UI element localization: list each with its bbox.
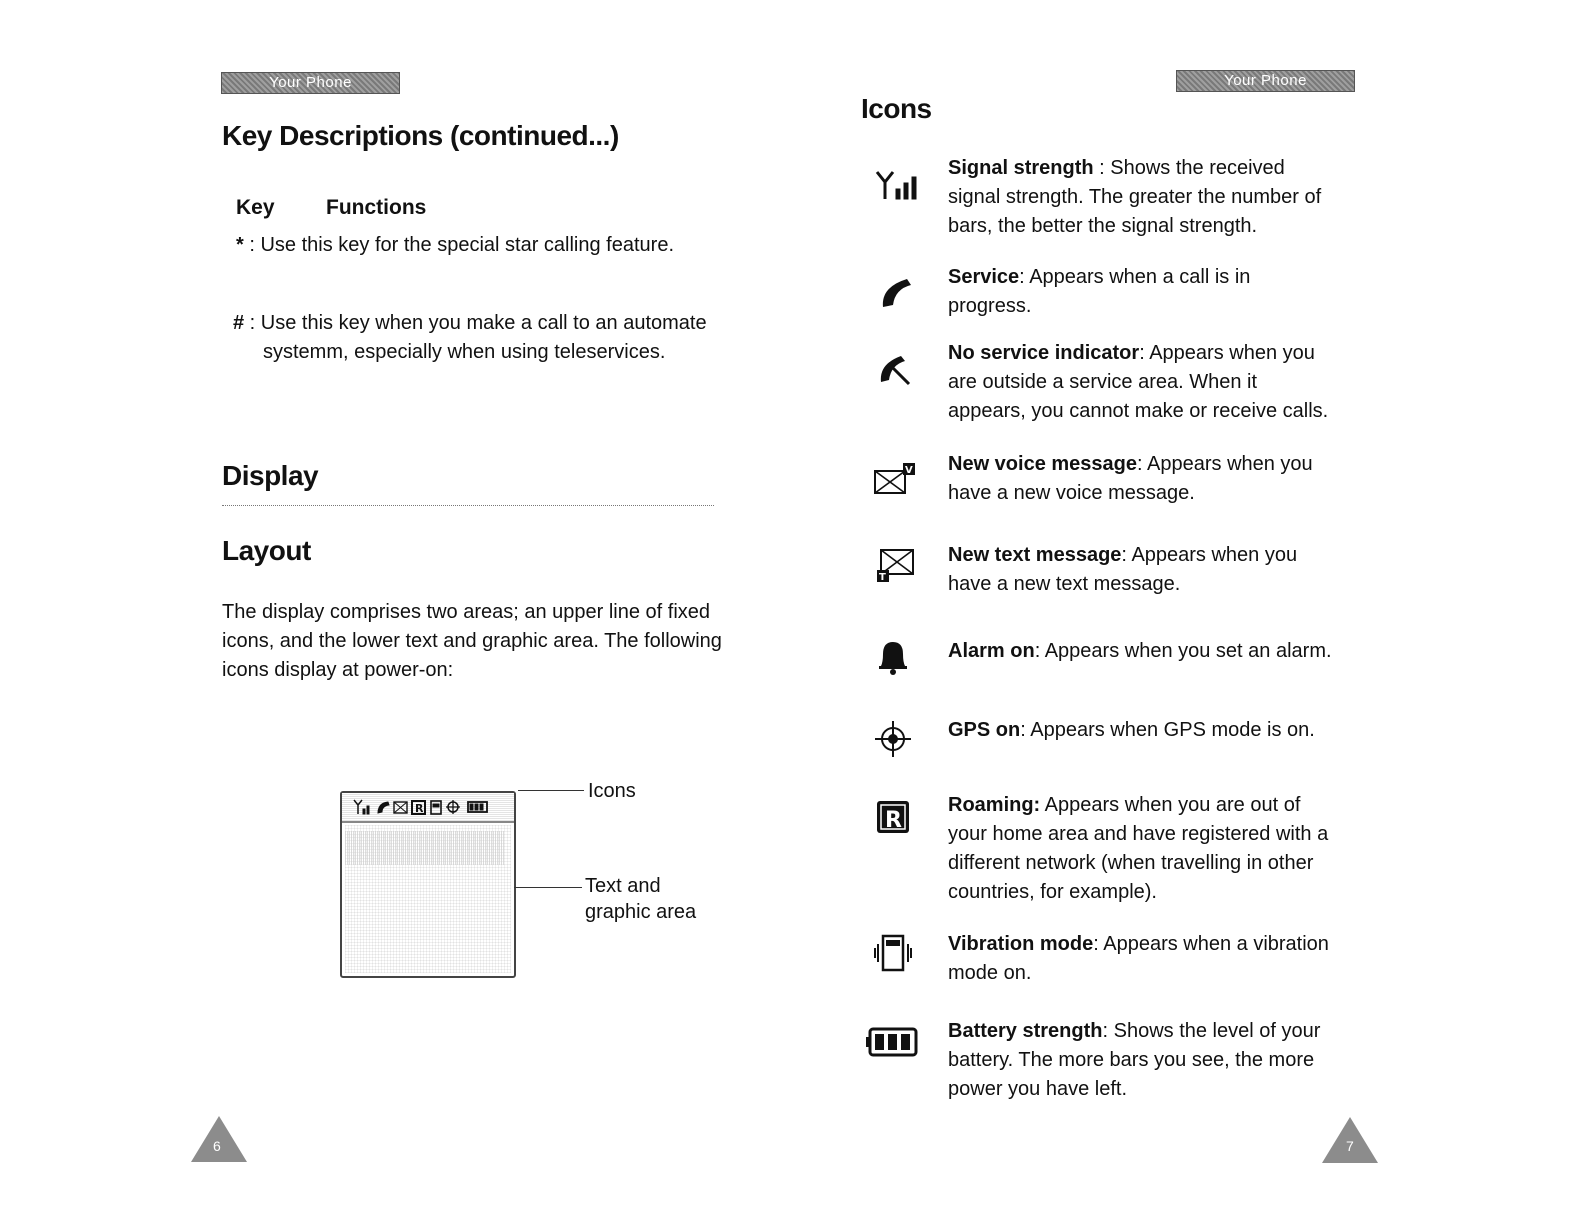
signal-icon xyxy=(867,165,927,205)
icon-description-battery: Battery strength: Shows the level of your battery. The more bars you see, the more power you have left. xyxy=(948,1020,1321,1100)
icon-text: Shows the level of your battery. The more bars you see, the more power you have left. xyxy=(948,1020,1321,1100)
section-heading-display: Display xyxy=(222,460,319,491)
icon-description-roaming xyxy=(948,791,1338,907)
icon-strip-glyphs xyxy=(352,797,512,817)
page-number: 7 xyxy=(1346,1138,1354,1154)
right-page xyxy=(789,0,1578,1221)
icon-text: Appears when you are out of your home area and have registered with a different network (when travelling in other countries, for example). xyxy=(948,794,1329,903)
text-graphic-area xyxy=(345,825,511,973)
key-separator: : xyxy=(243,234,261,256)
battery-icon xyxy=(861,1022,921,1062)
header-tag: Your Phone xyxy=(221,72,400,94)
icon-name: Vibration mode xyxy=(948,933,1094,955)
icon-name: Battery strength xyxy=(948,1020,1103,1042)
column-header-functions: Functions xyxy=(326,196,427,219)
header-tag: Your Phone xyxy=(1176,70,1355,92)
icon-description-voice-message: New voice message: Appears when you have a new voice message. xyxy=(948,453,1313,504)
layout-paragraph: The display comprises two areas; an upper line of fixed icons, and the lower text and graphic area. The following icons display at power-on: xyxy=(222,601,722,681)
icon-name: No service indicator xyxy=(948,342,1140,364)
icon-name: New text message xyxy=(948,544,1122,566)
icon-name: Alarm on xyxy=(948,640,1035,662)
key-star-description xyxy=(236,231,674,260)
key-separator: : xyxy=(244,312,261,334)
icon-description-service: Service: Appears when a call is in progress. xyxy=(948,266,1251,317)
leader-line-text xyxy=(514,887,582,888)
icon-text: Appears when you are outside a service area. When it appears, you cannot make or receive calls. xyxy=(948,342,1329,422)
icon-description-alarm: Alarm on: Appears when you set an alarm. xyxy=(948,640,1332,662)
vibration-icon xyxy=(863,934,923,974)
column-header-key: Key xyxy=(236,196,275,219)
icon-name: GPS on xyxy=(948,719,1021,741)
page-title: Key Descriptions (continued...) xyxy=(222,120,619,151)
icon-text: Appears when you have a new text message. xyxy=(948,544,1298,595)
no-service-icon xyxy=(865,350,925,390)
key-symbol: # xyxy=(233,312,245,334)
display-diagram xyxy=(340,791,516,978)
icon-name: Roaming: xyxy=(948,794,1041,816)
icon-description-text-message: New text message: Appears when you have a new text message. xyxy=(948,544,1298,595)
icon-description-no-service: No service indicator: Appears when you are outside a service area. When it appears, you cannot make or receive calls. xyxy=(948,342,1329,422)
leader-line-icons xyxy=(518,790,584,791)
icon-description-vibration: Vibration mode: Appears when a vibration mode on. xyxy=(948,933,1329,984)
icon-strip xyxy=(342,793,514,823)
diagram-label-text-area: Text and graphic area xyxy=(585,875,697,923)
icon-description-signal: Signal strength : Shows the received signal strength. The greater the number of bars, the better the signal strength. xyxy=(948,157,1322,237)
text-message-icon xyxy=(865,546,925,586)
divider xyxy=(222,505,714,506)
page-number: 6 xyxy=(213,1138,221,1154)
page-title: Icons xyxy=(861,93,932,124)
svg-text:R: R xyxy=(415,802,426,815)
icon-text: Shows the received signal strength. The greater the number of bars, the better the signal strength. xyxy=(948,157,1322,237)
key-text-continued: systemm, especially when using teleservices. xyxy=(263,341,666,363)
key-hash-description xyxy=(233,309,733,367)
icon-name: Signal strength xyxy=(948,157,1094,179)
icon-text: Appears when a vibration mode on. xyxy=(948,933,1329,984)
icon-text: Appears when you set an alarm. xyxy=(1044,640,1332,662)
key-symbol: * xyxy=(236,234,244,256)
icon-name: New voice message xyxy=(948,453,1137,475)
svg-text:T: T xyxy=(879,572,886,583)
roaming-icon xyxy=(863,797,923,837)
diagram-label-icons: Icons xyxy=(588,780,636,802)
icon-name: Service xyxy=(948,266,1020,288)
icon-description-gps: GPS on: Appears when GPS mode is on. xyxy=(948,719,1315,741)
voice-message-icon xyxy=(865,460,925,500)
svg-text:V: V xyxy=(905,465,913,476)
icon-text: Appears when you have a new voice message. xyxy=(948,453,1313,504)
gps-icon xyxy=(863,719,923,759)
key-text: Use this key when you make a call to an automate xyxy=(260,312,707,334)
section-heading-layout: Layout xyxy=(222,535,311,566)
service-icon xyxy=(867,273,927,313)
icon-text: Appears when GPS mode is on. xyxy=(1030,719,1315,741)
svg-text:R: R xyxy=(885,808,902,833)
icon-text: Appears when a call is in progress. xyxy=(948,266,1251,317)
alarm-icon xyxy=(863,636,923,676)
key-text: Use this key for the special star calling feature. xyxy=(260,234,674,256)
